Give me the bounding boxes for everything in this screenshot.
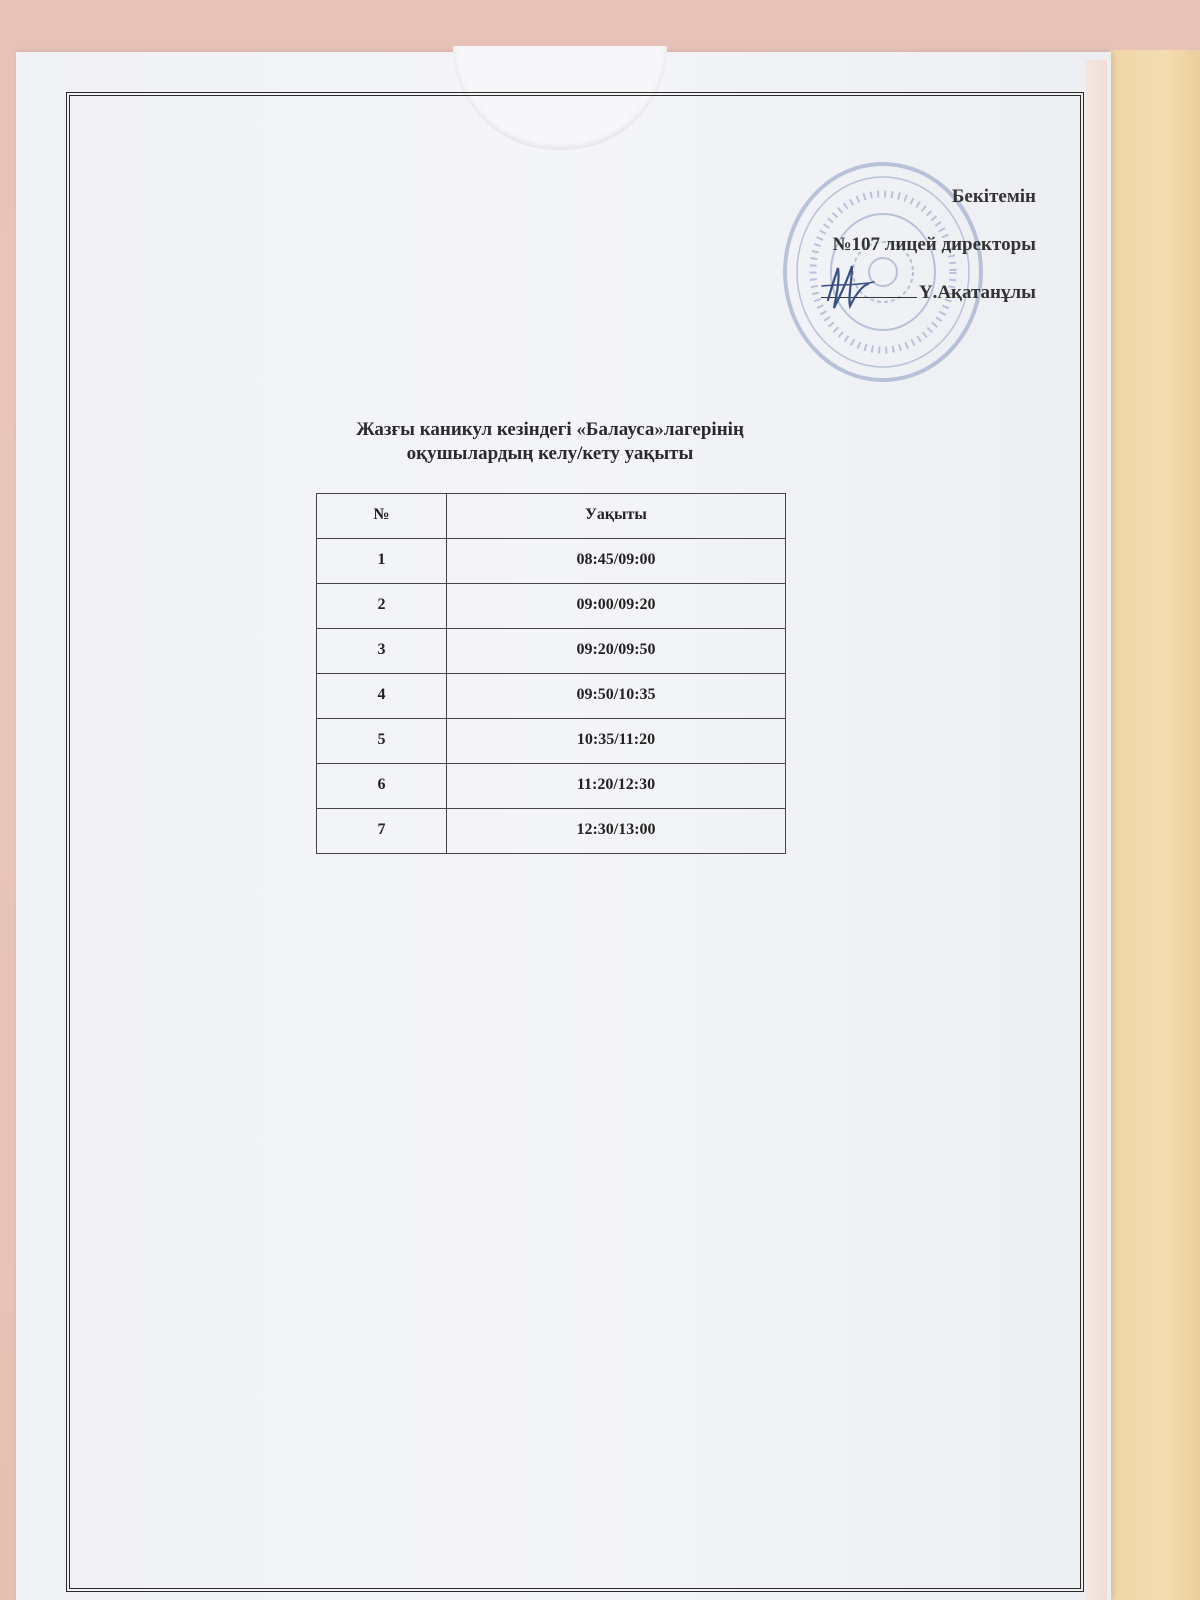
table-row [317,629,786,674]
row-number: 2 [317,584,447,629]
row-time: 08:45/09:00 [447,539,786,584]
document-title [250,418,850,466]
table-row [317,719,786,764]
approval-heading: Бекітемін [951,186,1036,207]
table-row [317,674,786,719]
title-line-2: оқушылардың келу/кету уақыты [406,443,694,464]
row-number: 7 [317,809,447,854]
table-row [317,764,786,809]
row-number: 4 [317,674,447,719]
table-header-row [317,494,786,539]
approval-position: №107 лицей директоры [832,234,1036,255]
table-row [317,539,786,584]
table-row [317,584,786,629]
row-time: 10:35/11:20 [447,719,786,764]
row-number: 3 [317,629,447,674]
row-time: 09:00/09:20 [447,584,786,629]
signatory-name: Ү.Ақатанұлы [918,282,1036,303]
column-header-number: № [317,494,447,539]
column-header-time: Уақыты [447,494,786,539]
schedule-table [316,493,786,854]
row-time: 12:30/13:00 [447,809,786,854]
sleeve-edge [1085,60,1107,1600]
handwritten-signature [818,256,878,316]
title-line-1: Жазғы каникул кезіндегі «Балауса»лагерінің [356,419,744,440]
row-time: 11:20/12:30 [447,764,786,809]
wall-background [1110,50,1200,1600]
row-number: 6 [317,764,447,809]
row-number: 5 [317,719,447,764]
row-time: 09:50/10:35 [447,674,786,719]
table-row [317,809,786,854]
row-number: 1 [317,539,447,584]
row-time: 09:20/09:50 [447,629,786,674]
